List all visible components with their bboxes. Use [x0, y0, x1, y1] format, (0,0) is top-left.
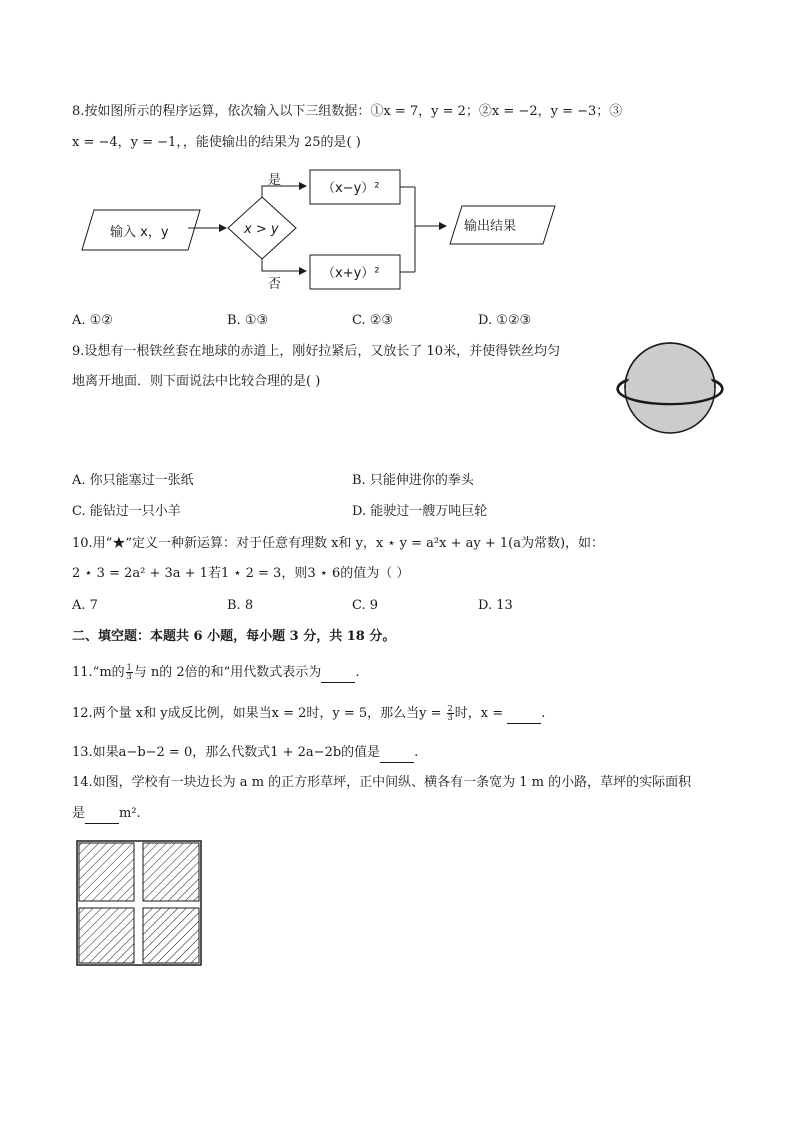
q14-line2: 是 m². [72, 805, 141, 824]
input-label: 输入 x，y [110, 225, 169, 240]
yes-label: 是 [268, 173, 282, 188]
q10-option-b: B. 8 [227, 598, 254, 613]
q8-option-b: B. ①③ [227, 313, 269, 328]
q12-fraction: $\frac{2}{3}$ [447, 704, 453, 722]
q12-pre: 12.两个量 x和 y成反比例，如果当x = 2时，y = 5，那么当y = [72, 706, 446, 721]
q8-line1: 8.按如图所示的程序运算，依次输入以下三组数据：①x = 7，y = 2；②x = −2，y = −3；③ [72, 104, 623, 119]
lawn-patch-bl [79, 908, 134, 963]
q14-blank[interactable] [85, 805, 119, 824]
q11-line: 11.“m的 $\frac{1}{3}$ 与 n的 2倍的和”用代数式表示为 . [72, 663, 360, 681]
q8-option-a: A. ①② [72, 313, 113, 328]
lawn-patch-tl [79, 843, 134, 901]
earth-ring-figure [610, 338, 730, 440]
bottom-process-label: （x+y）² [322, 266, 380, 281]
top-process-label: （x−y）² [322, 181, 380, 196]
q14-line1: 14.如图，学校有一块边长为 a m 的正方形草坪，正中间纵、横各有一条宽为 1 m 的小路，草坪的实际面积 [72, 775, 692, 790]
q12-line: 12.两个量 x和 y成反比例，如果当x = 2时，y = 5，那么当y = $\frac{2}{3}$ 时，x = . [72, 704, 546, 722]
q13-blank[interactable] [380, 744, 414, 763]
q11-pre: 11.“m的 [72, 665, 125, 680]
q9-option-b: B. 只能伸进你的拳头 [352, 473, 474, 488]
no-label: 否 [268, 277, 282, 292]
q8-flowchart [72, 166, 572, 296]
q11-post: 与 n的 2倍的和”用代数式表示为 [133, 665, 322, 680]
q10-option-d: D. 13 [478, 598, 513, 613]
q11-blank[interactable] [321, 664, 355, 683]
q12-mid: 时，x = [454, 706, 508, 721]
q9-option-a: A. 你只能塞过一张纸 [72, 473, 194, 488]
q9-line2: 地离开地面．则下面说法中比较合理的是( ) [72, 374, 321, 389]
lawn-patch-br [143, 908, 199, 963]
q10-option-a: A. 7 [72, 598, 98, 613]
output-label: 输出结果 [464, 219, 517, 234]
q12-blank[interactable] [507, 705, 541, 724]
q10-option-c: C. 9 [352, 598, 379, 613]
q8-option-d: D. ①②③ [478, 313, 532, 328]
lawn-patch-tr [143, 843, 199, 901]
q13-pre: 13.如果a−b−2 = 0，那么代数式1 + 2a−2b的值是 [72, 745, 381, 760]
q11-fraction: $\frac{1}{3}$ [126, 663, 132, 681]
condition-label: x > y [244, 222, 279, 237]
q9-option-c: C. 能钻过一只小羊 [72, 504, 181, 519]
q8-option-c: C. ②③ [352, 313, 394, 328]
q9-option-d: D. 能驶过一艘万吨巨轮 [352, 504, 488, 519]
q10-line1: 10.用“★”定义一种新运算：对于任意有理数 x和 y，x ⋆ y = a²x + ay + 1(a为常数)，如： [72, 536, 605, 551]
q9-line1: 9.设想有一根铁丝套在地球的赤道上，刚好拉紧后，又放长了 10米，并使得铁丝均匀 [72, 344, 561, 359]
lawn-figure [76, 840, 204, 968]
section-2-heading: 二、填空题：本题共 6 小题，每小题 3 分，共 18 分。 [72, 629, 396, 644]
q13-line: 13.如果a−b−2 = 0，那么代数式1 + 2a−2b的值是 . [72, 744, 418, 763]
q10-line2: 2 ⋆ 3 = 2a² + 3a + 1若1 ⋆ 2 = 3，则3 ⋆ 6的值为（ ） [72, 566, 410, 581]
q8-line2: x = −4，y = −1，，能使输出的结果为 25的是( ) [72, 135, 361, 150]
